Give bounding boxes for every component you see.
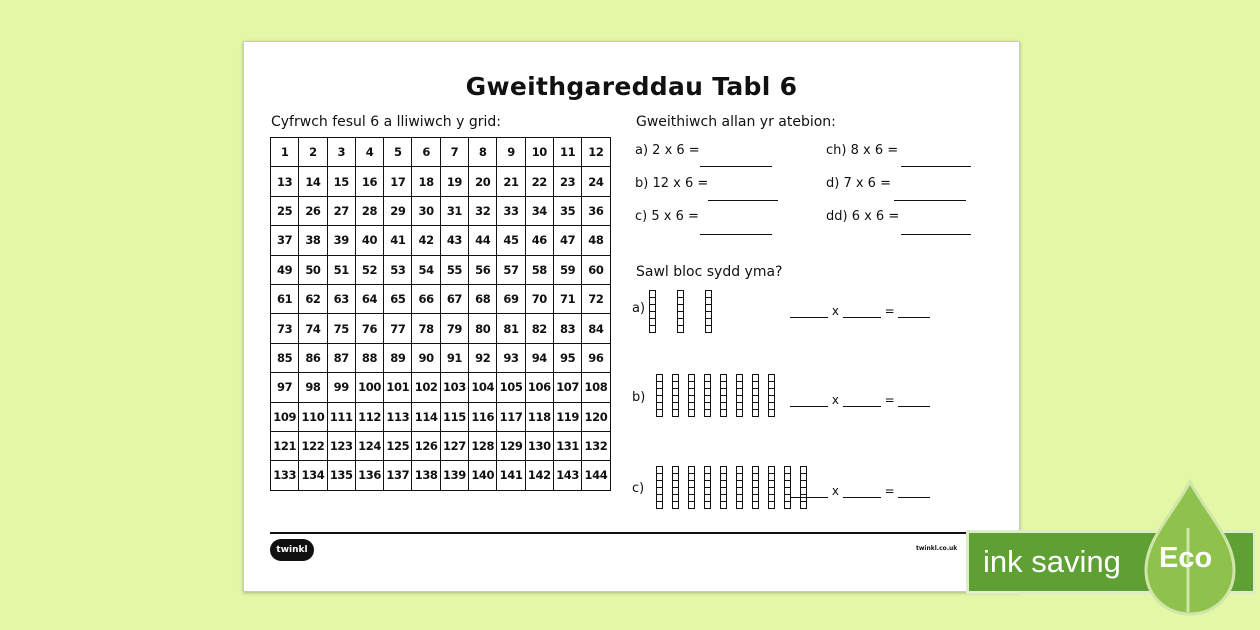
grid-cell[interactable]: 105 bbox=[497, 373, 525, 402]
grid-cell[interactable]: 93 bbox=[497, 343, 525, 372]
grid-row bbox=[271, 461, 611, 490]
equals-sign: = bbox=[884, 484, 895, 498]
question-a bbox=[635, 143, 700, 158]
grid-cell[interactable]: 140 bbox=[469, 461, 497, 490]
grid-cell[interactable]: 99 bbox=[327, 373, 355, 402]
answer-blank[interactable] bbox=[843, 396, 881, 407]
grid-cell[interactable]: 56 bbox=[469, 255, 497, 284]
answer-blank[interactable] bbox=[843, 487, 881, 498]
block-column bbox=[704, 466, 711, 509]
grid-cell[interactable]: 113 bbox=[384, 402, 412, 431]
grid-cell[interactable]: 58 bbox=[525, 255, 553, 284]
question-d bbox=[826, 176, 891, 191]
grid-cell[interactable]: 130 bbox=[525, 431, 553, 460]
grid-cell[interactable]: 102 bbox=[412, 373, 440, 402]
question-label: c) 5 x 6 = bbox=[635, 209, 699, 224]
grid-cell[interactable]: 67 bbox=[440, 284, 468, 313]
grid-cell[interactable]: 110 bbox=[299, 402, 327, 431]
ink-saving-label: ink saving bbox=[983, 544, 1121, 579]
grid-cell[interactable]: 74 bbox=[299, 314, 327, 343]
grid-cell[interactable]: 28 bbox=[355, 196, 383, 225]
grid-cell[interactable]: 119 bbox=[553, 402, 581, 431]
answer-line[interactable] bbox=[901, 166, 971, 167]
grid-cell[interactable]: 94 bbox=[525, 343, 553, 372]
grid-cell[interactable]: 32 bbox=[469, 196, 497, 225]
grid-row bbox=[271, 373, 611, 402]
footer-divider bbox=[270, 532, 972, 534]
grid-cell[interactable]: 30 bbox=[412, 196, 440, 225]
grid-cell[interactable]: 36 bbox=[582, 196, 610, 225]
answer-line[interactable] bbox=[708, 200, 778, 201]
grid-cell[interactable]: 111 bbox=[327, 402, 355, 431]
block-column bbox=[688, 466, 695, 509]
grid-cell[interactable]: 53 bbox=[384, 255, 412, 284]
block-column bbox=[656, 466, 663, 509]
grid-cell[interactable]: 109 bbox=[271, 402, 299, 431]
grid-cell[interactable]: 134 bbox=[299, 461, 327, 490]
grid-cell[interactable]: 18 bbox=[412, 167, 440, 196]
grid-cell[interactable]: 142 bbox=[525, 461, 553, 490]
block-column bbox=[736, 466, 743, 509]
grid-cell[interactable]: 128 bbox=[469, 431, 497, 460]
grid-cell[interactable]: 20 bbox=[469, 167, 497, 196]
grid-cell[interactable]: 107 bbox=[553, 373, 581, 402]
grid-cell[interactable]: 84 bbox=[582, 314, 610, 343]
block-cube bbox=[672, 409, 679, 417]
grid-cell[interactable]: 50 bbox=[299, 255, 327, 284]
grid-cell[interactable]: 90 bbox=[412, 343, 440, 372]
grid-cell[interactable]: 97 bbox=[271, 373, 299, 402]
grid-cell[interactable]: 33 bbox=[497, 196, 525, 225]
block-column bbox=[752, 466, 759, 509]
answer-blank[interactable] bbox=[898, 307, 930, 318]
block-column bbox=[649, 290, 656, 333]
grid-cell[interactable]: 55 bbox=[440, 255, 468, 284]
twinkl-logo: twinkl bbox=[270, 539, 314, 561]
grid-cell[interactable]: 25 bbox=[271, 196, 299, 225]
grid-cell[interactable]: 54 bbox=[412, 255, 440, 284]
block-column bbox=[768, 374, 775, 417]
grid-cell[interactable]: 75 bbox=[327, 314, 355, 343]
block-cube bbox=[736, 501, 743, 509]
block-cube bbox=[768, 501, 775, 509]
question-c bbox=[635, 209, 699, 224]
question-label: ch) 8 x 6 = bbox=[826, 143, 899, 158]
grid-cell[interactable]: 137 bbox=[384, 461, 412, 490]
grid-cell[interactable]: 129 bbox=[497, 431, 525, 460]
grid-cell[interactable]: 71 bbox=[553, 284, 581, 313]
grid-cell[interactable]: 7 bbox=[440, 138, 468, 167]
grid-cell[interactable]: 98 bbox=[299, 373, 327, 402]
grid-cell[interactable]: 127 bbox=[440, 431, 468, 460]
grid-cell[interactable]: 114 bbox=[412, 402, 440, 431]
grid-cell[interactable]: 65 bbox=[384, 284, 412, 313]
grid-cell[interactable]: 92 bbox=[469, 343, 497, 372]
grid-cell[interactable]: 144 bbox=[582, 461, 610, 490]
answer-line[interactable] bbox=[700, 166, 772, 167]
grid-cell[interactable]: 22 bbox=[525, 167, 553, 196]
grid-row bbox=[271, 343, 611, 372]
block-cube bbox=[752, 501, 759, 509]
grid-cell[interactable]: 43 bbox=[440, 226, 468, 255]
grid-cell[interactable]: 85 bbox=[271, 343, 299, 372]
answer-blank[interactable] bbox=[843, 307, 881, 318]
grid-cell[interactable]: 83 bbox=[553, 314, 581, 343]
grid-cell[interactable]: 46 bbox=[525, 226, 553, 255]
hundred-grid bbox=[270, 137, 611, 491]
grid-cell[interactable]: 123 bbox=[327, 431, 355, 460]
block-cube bbox=[656, 501, 663, 509]
grid-cell[interactable]: 6 bbox=[412, 138, 440, 167]
block-cube bbox=[688, 409, 695, 417]
grid-row bbox=[271, 431, 611, 460]
grid-cell[interactable]: 72 bbox=[582, 284, 610, 313]
grid-cell[interactable]: 125 bbox=[384, 431, 412, 460]
grid-cell[interactable]: 5 bbox=[384, 138, 412, 167]
multiplication-blanks bbox=[790, 484, 930, 498]
block-column bbox=[704, 374, 711, 417]
grid-cell[interactable]: 47 bbox=[553, 226, 581, 255]
grid-cell[interactable]: 35 bbox=[553, 196, 581, 225]
block-column bbox=[720, 374, 727, 417]
grid-cell[interactable]: 80 bbox=[469, 314, 497, 343]
grid-cell[interactable]: 103 bbox=[440, 373, 468, 402]
grid-row bbox=[271, 226, 611, 255]
answer-blank[interactable] bbox=[898, 396, 930, 407]
grid-cell[interactable]: 76 bbox=[355, 314, 383, 343]
grid-cell[interactable]: 37 bbox=[271, 226, 299, 255]
block-item-label: c) bbox=[632, 481, 645, 496]
grid-cell[interactable]: 39 bbox=[327, 226, 355, 255]
grid-cell[interactable]: 104 bbox=[469, 373, 497, 402]
grid-cell[interactable]: 135 bbox=[327, 461, 355, 490]
grid-cell[interactable]: 38 bbox=[299, 226, 327, 255]
grid-cell[interactable]: 82 bbox=[525, 314, 553, 343]
block-cube bbox=[688, 501, 695, 509]
grid-cell[interactable]: 48 bbox=[582, 226, 610, 255]
grid-cell[interactable]: 45 bbox=[497, 226, 525, 255]
grid-cell[interactable]: 11 bbox=[553, 138, 581, 167]
grid-cell[interactable]: 91 bbox=[440, 343, 468, 372]
grid-cell[interactable]: 64 bbox=[355, 284, 383, 313]
grid-cell[interactable]: 10 bbox=[525, 138, 553, 167]
grid-cell[interactable]: 70 bbox=[525, 284, 553, 313]
block-cube bbox=[752, 409, 759, 417]
times-sign: x bbox=[831, 393, 839, 407]
grid-cell[interactable]: 112 bbox=[355, 402, 383, 431]
question-dd bbox=[826, 209, 899, 224]
multiplication-blanks bbox=[790, 304, 930, 318]
grid-cell[interactable]: 27 bbox=[327, 196, 355, 225]
equals-sign: = bbox=[884, 304, 895, 318]
block-cube bbox=[784, 501, 791, 509]
grid-cell[interactable]: 118 bbox=[525, 402, 553, 431]
grid-cell[interactable]: 132 bbox=[582, 431, 610, 460]
grid-cell[interactable]: 23 bbox=[553, 167, 581, 196]
grid-cell[interactable]: 62 bbox=[299, 284, 327, 313]
grid-cell[interactable]: 116 bbox=[469, 402, 497, 431]
grid-cell[interactable]: 133 bbox=[271, 461, 299, 490]
grid-cell[interactable]: 106 bbox=[525, 373, 553, 402]
grid-cell[interactable]: 73 bbox=[271, 314, 299, 343]
block-column bbox=[656, 374, 663, 417]
grid-cell[interactable]: 41 bbox=[384, 226, 412, 255]
grid-cell[interactable]: 121 bbox=[271, 431, 299, 460]
grid-cell[interactable]: 138 bbox=[412, 461, 440, 490]
question-label: d) 7 x 6 = bbox=[826, 176, 891, 191]
grid-cell[interactable]: 87 bbox=[327, 343, 355, 372]
grid-cell[interactable]: 34 bbox=[525, 196, 553, 225]
multiplication-blanks bbox=[790, 393, 930, 407]
grid-instruction: Cyfrwch fesul 6 a lliwiwch y grid: bbox=[271, 114, 502, 130]
grid-row bbox=[271, 255, 611, 284]
block-column bbox=[677, 290, 684, 333]
grid-cell[interactable]: 77 bbox=[384, 314, 412, 343]
grid-cell[interactable]: 3 bbox=[327, 138, 355, 167]
block-cube bbox=[800, 501, 807, 509]
grid-cell[interactable]: 49 bbox=[271, 255, 299, 284]
grid-cell[interactable]: 131 bbox=[553, 431, 581, 460]
grid-row bbox=[271, 196, 611, 225]
block-column bbox=[705, 290, 712, 333]
times-sign: x bbox=[831, 484, 839, 498]
grid-cell[interactable]: 81 bbox=[497, 314, 525, 343]
worksheet-page bbox=[243, 41, 1020, 592]
grid-cell[interactable]: 95 bbox=[553, 343, 581, 372]
blocks-title: Sawl bloc sydd yma? bbox=[636, 264, 783, 280]
equals-sign: = bbox=[884, 393, 895, 407]
answer-line[interactable] bbox=[901, 234, 971, 235]
grid-cell[interactable]: 100 bbox=[355, 373, 383, 402]
grid-cell[interactable]: 88 bbox=[355, 343, 383, 372]
grid-cell[interactable]: 16 bbox=[355, 167, 383, 196]
worksheet-title: Gweithgareddau Tabl 6 bbox=[465, 72, 798, 101]
block-column bbox=[688, 374, 695, 417]
answer-blank[interactable] bbox=[790, 307, 828, 318]
grid-cell[interactable]: 61 bbox=[271, 284, 299, 313]
grid-cell[interactable]: 108 bbox=[582, 373, 610, 402]
grid-cell[interactable]: 69 bbox=[497, 284, 525, 313]
block-cube bbox=[649, 325, 656, 333]
block-column bbox=[752, 374, 759, 417]
grid-cell[interactable]: 24 bbox=[582, 167, 610, 196]
answer-line[interactable] bbox=[894, 200, 966, 201]
grid-cell[interactable]: 117 bbox=[497, 402, 525, 431]
grid-cell[interactable]: 60 bbox=[582, 255, 610, 284]
eco-label: Eco bbox=[1159, 542, 1213, 574]
grid-cell[interactable]: 42 bbox=[412, 226, 440, 255]
block-cube bbox=[720, 501, 727, 509]
grid-cell[interactable]: 79 bbox=[440, 314, 468, 343]
grid-cell[interactable]: 141 bbox=[497, 461, 525, 490]
grid-cell[interactable]: 4 bbox=[355, 138, 383, 167]
grid-cell[interactable]: 124 bbox=[355, 431, 383, 460]
times-sign: x bbox=[831, 304, 839, 318]
block-cube bbox=[672, 501, 679, 509]
grid-cell[interactable]: 139 bbox=[440, 461, 468, 490]
block-cube bbox=[736, 409, 743, 417]
grid-cell[interactable]: 29 bbox=[384, 196, 412, 225]
block-column bbox=[672, 374, 679, 417]
grid-cell[interactable]: 68 bbox=[469, 284, 497, 313]
grid-cell[interactable]: 86 bbox=[299, 343, 327, 372]
grid-cell[interactable]: 21 bbox=[497, 167, 525, 196]
block-cube bbox=[705, 325, 712, 333]
grid-cell[interactable]: 115 bbox=[440, 402, 468, 431]
grid-cell[interactable]: 57 bbox=[497, 255, 525, 284]
grid-cell[interactable]: 96 bbox=[582, 343, 610, 372]
question-label: b) 12 x 6 = bbox=[635, 176, 709, 191]
block-column bbox=[720, 466, 727, 509]
grid-cell[interactable]: 136 bbox=[355, 461, 383, 490]
grid-row bbox=[271, 138, 611, 167]
answers-instruction: Gweithiwch allan yr atebion: bbox=[636, 114, 836, 130]
grid-cell[interactable]: 126 bbox=[412, 431, 440, 460]
grid-cell[interactable]: 40 bbox=[355, 226, 383, 255]
block-column bbox=[672, 466, 679, 509]
grid-cell[interactable]: 143 bbox=[553, 461, 581, 490]
grid-cell[interactable]: 13 bbox=[271, 167, 299, 196]
block-item-label: a) bbox=[632, 301, 646, 316]
grid-cell[interactable]: 63 bbox=[327, 284, 355, 313]
answer-blank[interactable] bbox=[898, 487, 930, 498]
grid-row bbox=[271, 167, 611, 196]
grid-cell[interactable]: 9 bbox=[497, 138, 525, 167]
block-item-label: b) bbox=[632, 390, 646, 405]
grid-cell[interactable]: 120 bbox=[582, 402, 610, 431]
question-label: dd) 6 x 6 = bbox=[826, 209, 900, 224]
block-cube bbox=[677, 325, 684, 333]
answer-line[interactable] bbox=[700, 234, 772, 235]
grid-cell[interactable]: 89 bbox=[384, 343, 412, 372]
block-column bbox=[736, 374, 743, 417]
grid-cell[interactable]: 51 bbox=[327, 255, 355, 284]
grid-cell[interactable]: 52 bbox=[355, 255, 383, 284]
grid-cell[interactable]: 19 bbox=[440, 167, 468, 196]
block-cube bbox=[704, 501, 711, 509]
grid-cell[interactable]: 14 bbox=[299, 167, 327, 196]
grid-cell[interactable]: 15 bbox=[327, 167, 355, 196]
grid-cell[interactable]: 17 bbox=[384, 167, 412, 196]
block-column bbox=[768, 466, 775, 509]
grid-row bbox=[271, 402, 611, 431]
grid-cell[interactable]: 44 bbox=[469, 226, 497, 255]
site-url: twinkl.co.uk bbox=[916, 545, 958, 552]
grid-row bbox=[271, 314, 611, 343]
grid-cell[interactable]: 101 bbox=[384, 373, 412, 402]
answer-blank[interactable] bbox=[790, 487, 828, 498]
grid-cell[interactable]: 12 bbox=[582, 138, 610, 167]
grid-cell[interactable]: 122 bbox=[299, 431, 327, 460]
answer-blank[interactable] bbox=[790, 396, 828, 407]
question-label: a) 2 x 6 = bbox=[635, 143, 700, 158]
question-ch bbox=[826, 143, 898, 158]
grid-cell[interactable]: 78 bbox=[412, 314, 440, 343]
grid-cell[interactable]: 8 bbox=[469, 138, 497, 167]
grid-row bbox=[271, 284, 611, 313]
grid-cell[interactable]: 59 bbox=[553, 255, 581, 284]
grid-cell[interactable]: 31 bbox=[440, 196, 468, 225]
block-cube bbox=[656, 409, 663, 417]
question-b bbox=[635, 176, 708, 191]
grid-cell[interactable]: 1 bbox=[271, 138, 299, 167]
block-cube bbox=[768, 409, 775, 417]
grid-cell[interactable]: 66 bbox=[412, 284, 440, 313]
grid-cell[interactable]: 2 bbox=[299, 138, 327, 167]
block-cube bbox=[720, 409, 727, 417]
grid-cell[interactable]: 26 bbox=[299, 196, 327, 225]
block-cube bbox=[704, 409, 711, 417]
